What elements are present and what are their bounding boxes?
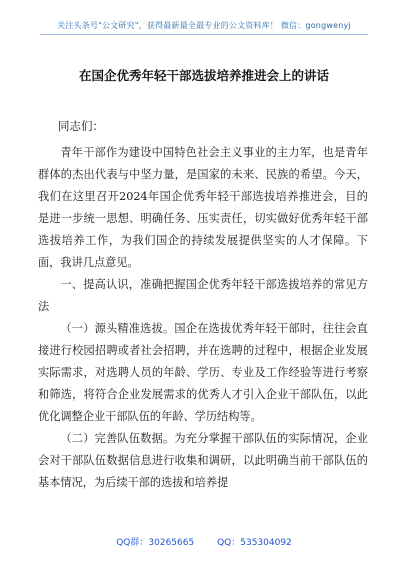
footer-contact [0, 535, 408, 548]
header-note: 关注头条号"公文研究"，获得最新最全最专业的公文资料库！ 微信：gongwenyj [57, 21, 351, 30]
paragraph-team-data: （二）完善队伍数据。为充分掌握干部队伍的实际情况，企业会对干部队伍数据信息进行收集和调研，以此明确当前干部队伍的基本情况，为后续干部的选拔和培养提 [38, 432, 368, 489]
document-title: 在国企优秀年轻干部选拔培养推进会上的讲话 [78, 68, 329, 83]
paragraph-source-selection: （一）源头精准选拔。国企在选拔优秀年轻干部时，往往会直接进行校园招聘或者社会招聘，并在选聘的过程中，根据企业发展实际需求，对选聘人员的年龄、学历、专业及工作经验等进行考察和筛选，将符合企业发展需求的优秀人才引入企业干部队伍，以此优化调整企业干部队伍的年龄、学历结构等。 [38, 322, 368, 423]
header-divider [40, 34, 368, 35]
document-body [38, 142, 368, 494]
paragraph-intro: 青年干部作为建设中国特色社会主义事业的主力军，也是青年群体的杰出代表与中坚力量，是国家的未来、民族的希望。今天，我们在这里召开2024年国企优秀年轻干部选拔培养推进会，目的是进一步统一思想、明确任务、压实责任，切实做好优秀年轻干部选拔培养工作，为我们国企的持续发展提供坚实的人才保障。下面，我讲几点意见。 [38, 146, 368, 269]
salutation: 同志们： [58, 119, 104, 133]
footer-qq-group: QQ群：30265665 [116, 538, 195, 548]
section-heading-1: 一、提高认识，准确把握国企优秀年轻干部选拔培养的常见方法 [38, 278, 368, 313]
footer-qq: QQ：535304092 [217, 538, 292, 548]
